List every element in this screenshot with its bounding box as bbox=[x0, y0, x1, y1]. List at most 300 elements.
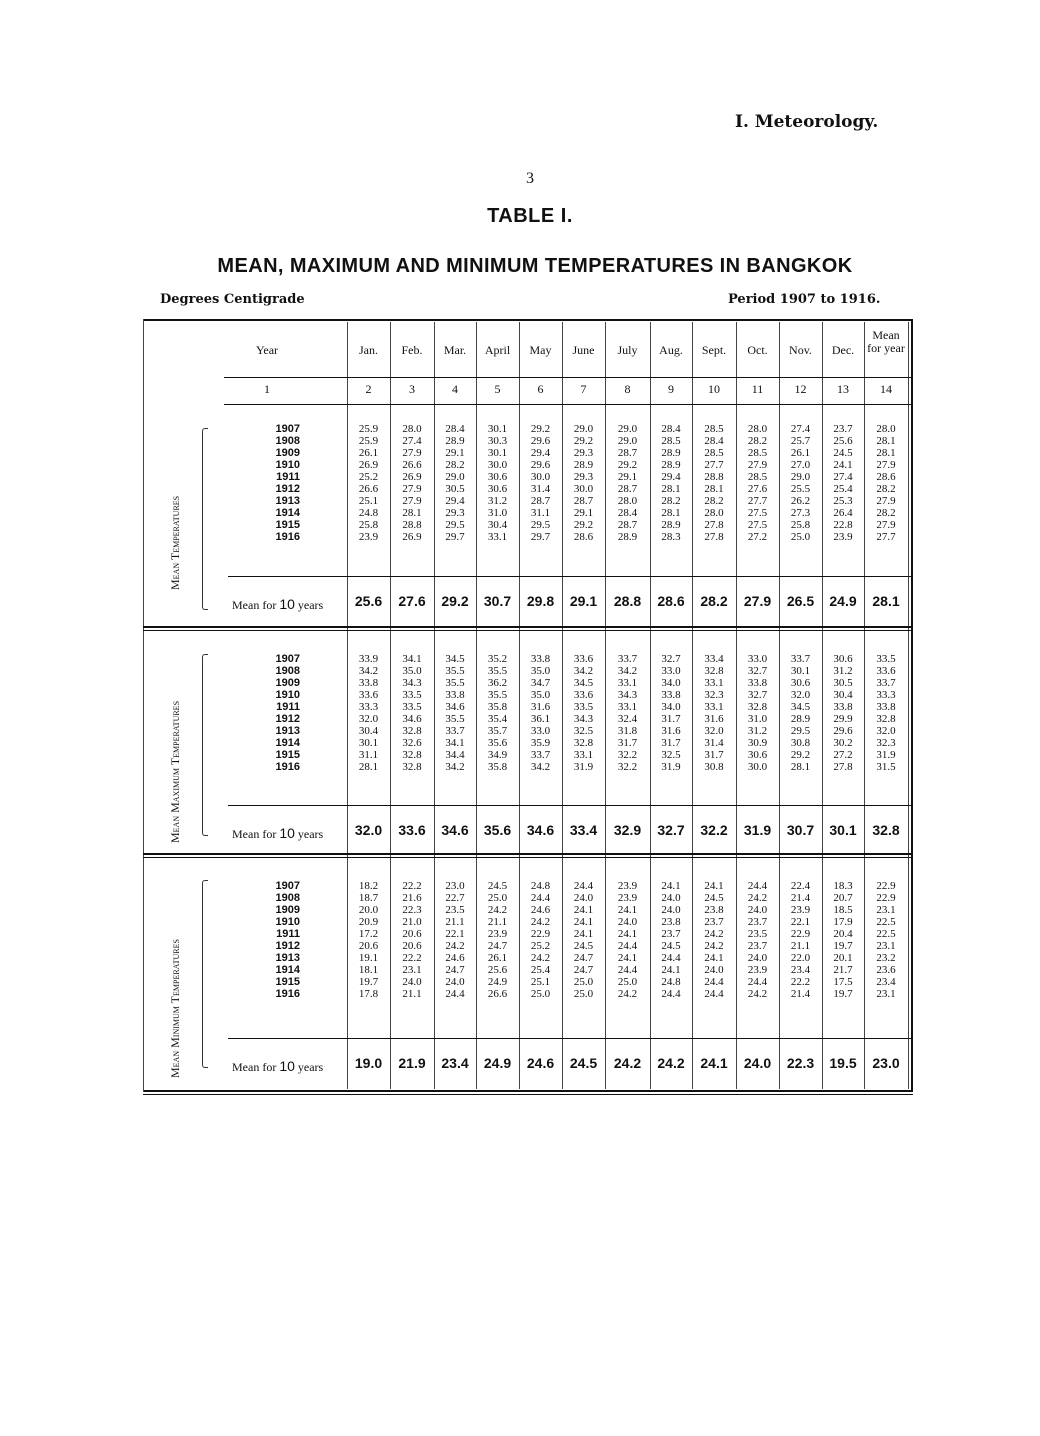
table-cell: 24.7 bbox=[573, 952, 594, 964]
table-cell: 30.8 bbox=[790, 737, 811, 749]
table-cell: 18.2 bbox=[358, 880, 379, 892]
table-cell: 35.6 bbox=[487, 737, 508, 749]
table-cell: 33.8 bbox=[833, 701, 853, 713]
section-brace bbox=[202, 428, 208, 610]
table-cell: 30.0 bbox=[747, 761, 768, 773]
table-cell: 25.6 bbox=[833, 435, 853, 447]
table-cell: 25.7 bbox=[790, 435, 811, 447]
table-cell: 31.6 bbox=[661, 725, 681, 737]
mean-row-rule bbox=[228, 805, 913, 806]
section-separator-inner bbox=[143, 857, 913, 858]
column-index: 2 bbox=[365, 382, 372, 396]
table-cell: 30.6 bbox=[790, 677, 811, 689]
table-cell: 30.0 bbox=[573, 483, 594, 495]
table-cell: 28.9 bbox=[445, 435, 465, 447]
table-cell: 33.1 bbox=[704, 677, 724, 689]
table-cell: 29.2 bbox=[573, 519, 594, 531]
table-cell: 24.8 bbox=[530, 880, 551, 892]
table-cell: 28.7 bbox=[617, 519, 638, 531]
mean-row-label bbox=[232, 825, 344, 842]
table-cell: 29.2 bbox=[790, 749, 811, 761]
table-cell: 29.5 bbox=[790, 725, 811, 737]
table-cell: 30.1 bbox=[790, 665, 811, 677]
table-cell: 28.5 bbox=[747, 471, 768, 483]
mean-cell: 24.9 bbox=[483, 1055, 512, 1071]
section-label: Mean Minimum Temperatures bbox=[168, 939, 182, 1078]
table-cell: 24.7 bbox=[445, 964, 465, 976]
table-cell: 23.9 bbox=[358, 531, 379, 543]
table-bottom-border bbox=[143, 1090, 913, 1092]
year-label: 1911 bbox=[276, 701, 300, 713]
table-cell: 28.7 bbox=[617, 447, 638, 459]
section-brace bbox=[202, 880, 208, 1068]
mean-cell: 23.4 bbox=[441, 1055, 469, 1071]
table-cell: 24.5 bbox=[704, 892, 724, 904]
table-cell: 23.8 bbox=[704, 904, 724, 916]
table-cell: 33.8 bbox=[358, 677, 379, 689]
column-header: Aug. bbox=[659, 343, 683, 357]
table-cell: 28.2 bbox=[876, 507, 896, 519]
table-cell: 22.9 bbox=[876, 880, 896, 892]
table-cell: 25.4 bbox=[833, 483, 853, 495]
table-cell: 29.0 bbox=[617, 435, 638, 447]
column-divider bbox=[390, 322, 391, 1089]
table-cell: 22.2 bbox=[402, 952, 422, 964]
table-cell: 23.9 bbox=[617, 892, 638, 904]
table-cell: 33.3 bbox=[876, 689, 896, 701]
table-cell: 32.3 bbox=[876, 737, 896, 749]
table-cell: 32.8 bbox=[747, 701, 768, 713]
table-cell: 23.7 bbox=[747, 940, 768, 952]
table-cell: 24.4 bbox=[617, 964, 638, 976]
table-cell: 21.0 bbox=[402, 916, 422, 928]
table-cell: 22.5 bbox=[876, 916, 896, 928]
year-label: 1909 bbox=[275, 904, 300, 916]
mean-label-text: Mean for bbox=[232, 598, 280, 612]
table-cell: 24.2 bbox=[704, 928, 724, 940]
table-cell: 30.0 bbox=[530, 471, 551, 483]
table-cell: 35.2 bbox=[487, 653, 508, 665]
year-label: 1908 bbox=[275, 435, 300, 447]
table-cell: 35.5 bbox=[487, 689, 508, 701]
table-cell: 21.1 bbox=[487, 916, 508, 928]
table-cell: 31.2 bbox=[747, 725, 768, 737]
table-cell: 29.6 bbox=[530, 459, 551, 471]
table-cell: 25.0 bbox=[573, 976, 594, 988]
table-cell: 32.7 bbox=[747, 689, 768, 701]
table-cell: 21.4 bbox=[790, 892, 811, 904]
table-cell: 27.9 bbox=[402, 483, 422, 495]
mean-cell: 19.5 bbox=[829, 1055, 857, 1071]
table-cell: 35.5 bbox=[445, 677, 465, 689]
table-cell: 24.1 bbox=[661, 880, 681, 892]
table-cell: 27.0 bbox=[790, 459, 811, 471]
table-cell: 32.0 bbox=[876, 725, 896, 737]
table-cell: 30.1 bbox=[487, 447, 508, 459]
table-cell: 35.7 bbox=[487, 725, 508, 737]
table-cell: 24.5 bbox=[833, 447, 853, 459]
table-cell: 26.9 bbox=[402, 471, 422, 483]
table-cell: 30.8 bbox=[704, 761, 724, 773]
table-cell: 18.5 bbox=[833, 904, 853, 916]
table-cell: 32.8 bbox=[402, 725, 422, 737]
table-cell: 33.7 bbox=[790, 653, 811, 665]
table-cell: 25.8 bbox=[358, 519, 379, 531]
table-cell: 26.1 bbox=[487, 952, 508, 964]
table-cell: 31.9 bbox=[661, 761, 681, 773]
mean-label-unit: years bbox=[294, 1060, 324, 1074]
year-label: 1915 bbox=[275, 976, 300, 988]
table-cell: 20.0 bbox=[358, 904, 379, 916]
table-cell: 24.1 bbox=[617, 904, 638, 916]
table-cell: 21.1 bbox=[790, 940, 811, 952]
table-cell: 25.1 bbox=[530, 976, 551, 988]
table-cell: 24.4 bbox=[530, 892, 551, 904]
year-label: 1914 bbox=[275, 737, 300, 749]
table-cell: 29.3 bbox=[573, 447, 594, 459]
year-label: 1912 bbox=[275, 713, 300, 725]
table-cell: 17.2 bbox=[358, 928, 379, 940]
table-cell: 31.9 bbox=[876, 749, 896, 761]
mean-cell: 22.3 bbox=[786, 1055, 815, 1071]
table-cell: 33.8 bbox=[445, 689, 465, 701]
table-cell: 34.2 bbox=[617, 665, 638, 677]
table-cell: 28.1 bbox=[661, 507, 681, 519]
mean-cell: 31.9 bbox=[743, 822, 772, 838]
column-header: Dec. bbox=[831, 343, 855, 357]
table-cell: 25.2 bbox=[358, 471, 379, 483]
table-cell: 34.2 bbox=[445, 761, 465, 773]
table-cell: 29.4 bbox=[445, 495, 465, 507]
mean-cell: 21.9 bbox=[398, 1055, 426, 1071]
table-cell: 24.7 bbox=[487, 940, 508, 952]
table-cell: 28.2 bbox=[747, 435, 768, 447]
table-cell: 22.7 bbox=[445, 892, 465, 904]
table-cell: 19.7 bbox=[358, 976, 379, 988]
mean-cell: 25.6 bbox=[354, 593, 383, 609]
table-cell: 25.5 bbox=[790, 483, 811, 495]
table-cell: 30.4 bbox=[833, 689, 853, 701]
table-cell: 24.4 bbox=[445, 988, 465, 1000]
table-cell: 36.2 bbox=[487, 677, 508, 689]
table-cell: 29.6 bbox=[833, 725, 853, 737]
table-cell: 25.0 bbox=[617, 976, 638, 988]
column-index: 3 bbox=[409, 382, 415, 396]
table-cell: 27.9 bbox=[876, 495, 896, 507]
table-cell: 24.2 bbox=[617, 988, 638, 1000]
table-cell: 26.6 bbox=[402, 459, 422, 471]
table-cell: 33.8 bbox=[876, 701, 896, 713]
year-label: 1914 bbox=[275, 507, 300, 519]
mean-cell: 23.0 bbox=[872, 1055, 900, 1071]
table-cell: 29.4 bbox=[661, 471, 681, 483]
table-cell: 24.1 bbox=[617, 928, 638, 940]
table-cell: 30.5 bbox=[445, 483, 465, 495]
mean-cell: 32.0 bbox=[354, 822, 383, 838]
year-label: 1908 bbox=[275, 665, 300, 677]
table-cell: 26.2 bbox=[790, 495, 811, 507]
table-cell: 22.1 bbox=[790, 916, 811, 928]
table-cell: 23.8 bbox=[661, 916, 681, 928]
table-cell: 34.4 bbox=[445, 749, 465, 761]
table-cell: 26.9 bbox=[402, 531, 422, 543]
table-cell: 25.9 bbox=[358, 435, 379, 447]
table-cell: 25.4 bbox=[530, 964, 551, 976]
table-cell: 28.5 bbox=[661, 435, 681, 447]
table-cell: 27.2 bbox=[747, 531, 768, 543]
table-cell: 21.1 bbox=[402, 988, 422, 1000]
year-label: 1916 bbox=[275, 531, 300, 543]
table-cell: 28.1 bbox=[876, 447, 896, 459]
table-cell: 29.5 bbox=[445, 519, 465, 531]
table-cell: 27.9 bbox=[747, 459, 768, 471]
table-cell: 26.9 bbox=[358, 459, 379, 471]
table-cell: 34.1 bbox=[445, 737, 465, 749]
table-cell: 32.5 bbox=[661, 749, 681, 761]
table-cell: 27.3 bbox=[790, 507, 811, 519]
table-cell: 24.8 bbox=[358, 507, 379, 519]
table-cell: 26.1 bbox=[790, 447, 811, 459]
table-cell: 29.3 bbox=[445, 507, 465, 519]
mean-label-unit: years bbox=[294, 598, 324, 612]
table-cell: 24.6 bbox=[530, 904, 551, 916]
table-cell: 29.2 bbox=[530, 423, 551, 435]
table-cell: 23.0 bbox=[445, 880, 465, 892]
table-cell: 35.8 bbox=[487, 701, 508, 713]
table-cell: 28.6 bbox=[573, 531, 594, 543]
table-cell: 28.0 bbox=[747, 423, 768, 435]
mean-cell: 24.9 bbox=[829, 593, 857, 609]
table-cell: 22.9 bbox=[876, 892, 896, 904]
table-cell: 23.5 bbox=[445, 904, 465, 916]
table-cell: 28.2 bbox=[704, 495, 724, 507]
period-label: Period 1907 to 1916. bbox=[728, 292, 881, 307]
mean-label-number: 10 bbox=[279, 596, 295, 612]
table-cell: 33.6 bbox=[573, 689, 594, 701]
table-cell: 27.4 bbox=[402, 435, 422, 447]
table-cell: 24.5 bbox=[573, 940, 594, 952]
page-number: 3 bbox=[526, 170, 534, 187]
table-cell: 24.5 bbox=[661, 940, 681, 952]
table-cell: 32.6 bbox=[402, 737, 422, 749]
table-cell: 34.2 bbox=[358, 665, 379, 677]
year-label: 1909 bbox=[275, 677, 300, 689]
year-label: 1909 bbox=[275, 447, 300, 459]
year-label: 1911 bbox=[276, 928, 300, 940]
table-cell: 22.2 bbox=[402, 880, 422, 892]
table-cell: 33.5 bbox=[402, 701, 422, 713]
table-cell: 22.9 bbox=[790, 928, 811, 940]
table-cell: 25.2 bbox=[530, 940, 551, 952]
table-cell: 35.9 bbox=[530, 737, 551, 749]
table-cell: 30.6 bbox=[833, 653, 853, 665]
mean-cell: 28.2 bbox=[700, 593, 728, 609]
table-cell: 24.2 bbox=[487, 904, 508, 916]
mean-cell: 24.0 bbox=[743, 1055, 772, 1071]
table-cell: 27.7 bbox=[876, 531, 896, 543]
table-cell: 24.9 bbox=[487, 976, 508, 988]
table-cell: 30.6 bbox=[747, 749, 768, 761]
table-cell: 28.7 bbox=[617, 483, 638, 495]
year-label: 1913 bbox=[275, 952, 300, 964]
table-cell: 32.4 bbox=[617, 713, 638, 725]
table-cell: 32.8 bbox=[402, 749, 422, 761]
mean-label-number: 10 bbox=[279, 1058, 295, 1074]
table-cell: 33.0 bbox=[661, 665, 681, 677]
table-cell: 28.9 bbox=[661, 447, 681, 459]
table-cell: 35.5 bbox=[445, 713, 465, 725]
table-cell: 32.8 bbox=[704, 665, 724, 677]
table-cell: 25.9 bbox=[358, 423, 379, 435]
table-cell: 25.0 bbox=[573, 988, 594, 1000]
table-cell: 33.6 bbox=[876, 665, 896, 677]
table-cell: 34.2 bbox=[573, 665, 594, 677]
mean-cell: 28.1 bbox=[872, 593, 900, 609]
table-cell: 27.9 bbox=[876, 459, 896, 471]
mean-cell: 34.6 bbox=[441, 822, 469, 838]
table-cell: 24.2 bbox=[747, 892, 768, 904]
table-cell: 28.0 bbox=[876, 423, 896, 435]
table-cell: 35.8 bbox=[487, 761, 508, 773]
table-bottom-border-inner bbox=[143, 1094, 913, 1095]
table-cell: 29.1 bbox=[445, 447, 465, 459]
table-cell: 31.7 bbox=[704, 749, 724, 761]
table-cell: 28.8 bbox=[402, 519, 422, 531]
table-cell: 29.2 bbox=[573, 435, 594, 447]
table-cell: 30.4 bbox=[358, 725, 379, 737]
table-cell: 28.7 bbox=[573, 495, 594, 507]
table-cell: 24.6 bbox=[445, 952, 465, 964]
table-cell: 27.4 bbox=[833, 471, 853, 483]
table-cell: 26.6 bbox=[487, 988, 508, 1000]
table-cell: 31.1 bbox=[358, 749, 379, 761]
table-cell: 33.8 bbox=[661, 689, 681, 701]
table-cell: 30.6 bbox=[487, 471, 508, 483]
table-cell: 22.2 bbox=[790, 976, 811, 988]
table-cell: 25.3 bbox=[833, 495, 853, 507]
table-cell: 28.9 bbox=[661, 459, 681, 471]
table-cell: 20.6 bbox=[402, 928, 422, 940]
table-cell: 28.3 bbox=[661, 531, 681, 543]
table-cell: 30.1 bbox=[358, 737, 379, 749]
year-label: 1913 bbox=[275, 495, 300, 507]
table-cell: 31.1 bbox=[530, 507, 551, 519]
section-tag: I. Meteorology. bbox=[735, 112, 879, 132]
table-cell: 24.4 bbox=[617, 940, 638, 952]
table-cell: 24.1 bbox=[833, 459, 853, 471]
table-cell: 34.0 bbox=[661, 677, 681, 689]
mean-cell: 30.7 bbox=[786, 822, 815, 838]
table-cell: 31.2 bbox=[833, 665, 853, 677]
table-right-border bbox=[911, 319, 913, 1092]
table-cell: 24.0 bbox=[704, 964, 724, 976]
table-cell: 20.7 bbox=[833, 892, 853, 904]
mean-row-rule bbox=[228, 576, 913, 577]
table-left-border bbox=[143, 319, 144, 1092]
column-index: 10 bbox=[708, 382, 720, 396]
mean-cell: 24.6 bbox=[526, 1055, 555, 1071]
table-cell: 28.8 bbox=[704, 471, 724, 483]
table-cell: 21.7 bbox=[833, 964, 853, 976]
table-cell: 28.9 bbox=[617, 531, 638, 543]
section-separator bbox=[143, 853, 913, 855]
column-header: Feb. bbox=[401, 343, 423, 357]
table-cell: 34.6 bbox=[445, 701, 465, 713]
table-cell: 18.3 bbox=[833, 880, 853, 892]
table-cell: 27.8 bbox=[833, 761, 853, 773]
table-cell: 23.1 bbox=[876, 940, 896, 952]
table-cell: 24.1 bbox=[661, 964, 681, 976]
table-cell: 25.0 bbox=[790, 531, 811, 543]
year-label: 1910 bbox=[275, 916, 300, 928]
section-label: Mean Maximum Temperatures bbox=[168, 700, 182, 843]
year-label: 1912 bbox=[275, 483, 300, 495]
table-cell: 24.4 bbox=[704, 988, 724, 1000]
table-cell: 29.0 bbox=[445, 471, 465, 483]
table-cell: 28.1 bbox=[358, 761, 379, 773]
table-cell: 28.1 bbox=[402, 507, 422, 519]
table-cell: 24.0 bbox=[747, 952, 768, 964]
table-cell: 31.0 bbox=[747, 713, 768, 725]
table-cell: 33.4 bbox=[704, 653, 724, 665]
column-index: 14 bbox=[880, 382, 892, 396]
mean-label-text: Mean for bbox=[232, 1060, 280, 1074]
table-cell: 33.7 bbox=[876, 677, 896, 689]
table-cell: 35.0 bbox=[530, 689, 551, 701]
mean-cell: 35.6 bbox=[483, 822, 512, 838]
table-cell: 24.1 bbox=[573, 904, 594, 916]
table-cell: 35.5 bbox=[487, 665, 508, 677]
table-cell: 22.4 bbox=[790, 880, 811, 892]
table-cell: 27.4 bbox=[790, 423, 811, 435]
column-header: Oct. bbox=[747, 343, 768, 357]
table-cell: 24.4 bbox=[661, 952, 681, 964]
mean-label-unit: years bbox=[294, 827, 324, 841]
table-cell: 24.0 bbox=[445, 976, 465, 988]
table-cell: 28.4 bbox=[661, 423, 681, 435]
table-cell: 20.6 bbox=[402, 940, 422, 952]
table-cell: 26.4 bbox=[833, 507, 853, 519]
table-cell: 22.3 bbox=[402, 904, 422, 916]
table-cell: 24.4 bbox=[661, 988, 681, 1000]
table-cell: 33.1 bbox=[617, 677, 638, 689]
table-cell: 23.4 bbox=[876, 976, 896, 988]
table-top-border bbox=[143, 319, 913, 321]
mean-cell: 29.1 bbox=[569, 593, 598, 609]
mean-cell: 33.4 bbox=[569, 822, 598, 838]
column-header: Sept. bbox=[701, 343, 727, 357]
column-header: May bbox=[529, 343, 552, 357]
column-divider bbox=[908, 322, 909, 1089]
table-cell: 30.0 bbox=[487, 459, 508, 471]
table-cell: 24.0 bbox=[661, 892, 681, 904]
table-cell: 32.5 bbox=[573, 725, 594, 737]
mean-cell: 24.5 bbox=[569, 1055, 598, 1071]
table-cell: 28.0 bbox=[402, 423, 422, 435]
table-cell: 23.9 bbox=[617, 880, 638, 892]
table-cell: 33.1 bbox=[704, 701, 724, 713]
year-label: 1907 bbox=[275, 880, 300, 892]
table-cell: 34.9 bbox=[487, 749, 508, 761]
table-cell: 23.2 bbox=[876, 952, 896, 964]
column-header: June bbox=[572, 343, 595, 357]
table-cell: 25.0 bbox=[530, 988, 551, 1000]
table-cell: 33.8 bbox=[747, 677, 768, 689]
table-cell: 28.5 bbox=[747, 447, 768, 459]
table-cell: 23.9 bbox=[790, 904, 811, 916]
table-cell: 20.9 bbox=[358, 916, 379, 928]
table-cell: 29.1 bbox=[573, 507, 594, 519]
